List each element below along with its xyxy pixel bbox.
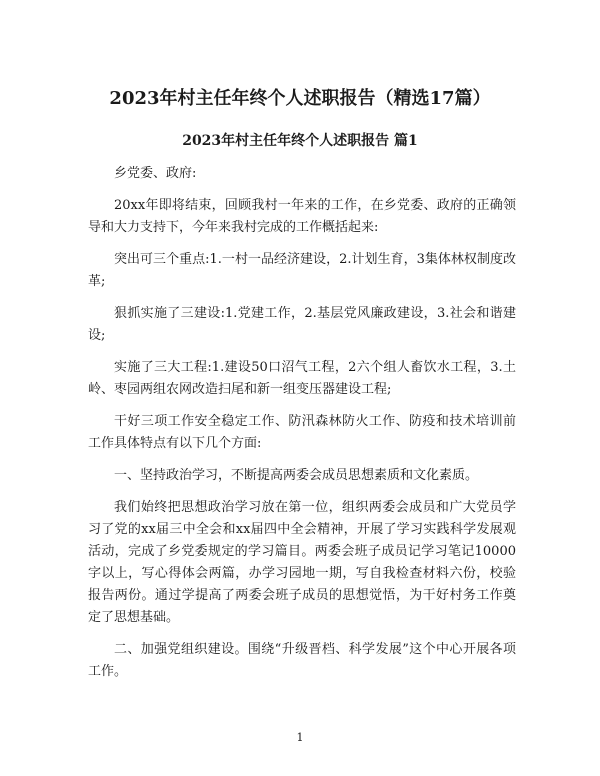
salutation-paragraph: 乡党委、政府: — [114, 166, 197, 181]
body-paragraph: 20xx年即将结束，回顾我村一年来的工作，在乡党委、政府的正确领导和大力支持下，今年来我村完成的工作概括起来: — [88, 198, 516, 235]
body-paragraph: 狠抓实施了三建设:1.党建工作，2.基层党风廉政建设，3.社会和谐建设; — [88, 306, 516, 343]
body-paragraph: 突出可三个重点:1.一村一品经济建设，2.计划生育，3集体林权制度改革; — [88, 252, 516, 289]
page-number: 1 — [296, 731, 304, 744]
section-paragraph: 二、加强党组织建设。围绕“升级晋档、科学发展”这个中心开展各项工作。 — [88, 642, 516, 679]
document-title: 2023年村主任年终个人述职报告（精选17篇） — [109, 88, 491, 109]
body-paragraph: 干好三项工作安全稳定工作、防汛森林防火工作、防疫和技术培训前工作具体特点有以下几个方面: — [88, 414, 516, 451]
body-paragraph: 我们始终把思想政治学习放在第一位，组织两委会成员和广大党员学习了党的xx届三中全会和xx届四中全会精神，开展了学习实践科学发展观活动，完成了乡党委规定的学习篇目。两委会班子成员记学习笔记10000字以上，写心得体会两篇，办学习园地一期，写自我检查材料六份，校验报告两份。通过学提高了两委会班子成员的思想觉悟，为干好村务工作奠定了思想基础。 — [88, 500, 516, 625]
section-paragraph: 一、坚持政治学习，不断提高两委会成员思想素质和文化素质。 — [114, 468, 479, 483]
document-body — [88, 163, 516, 683]
body-paragraph: 实施了三大工程:1.建设50口沼气工程，2六个组人畜饮水工程，3.土岭、枣园两组农网改造扫尾和新一组变压器建设工程; — [88, 360, 516, 397]
section-heading: 2023年村主任年终个人述职报告 篇1 — [182, 133, 418, 149]
